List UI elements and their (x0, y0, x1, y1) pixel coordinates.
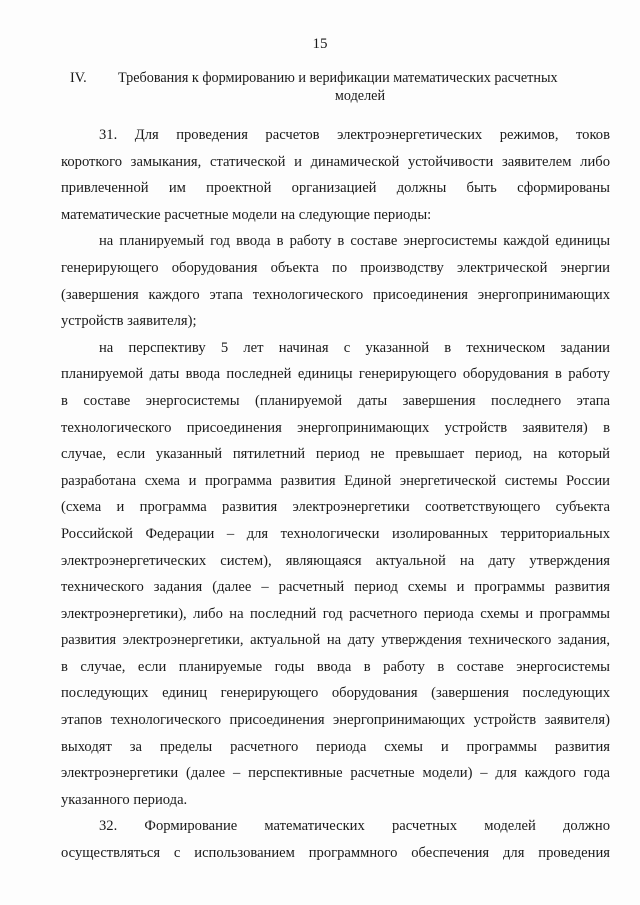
text-line: устройств заявителя); (61, 313, 197, 330)
page-number: 15 (312, 36, 328, 52)
text-line: на перспективу 5 лет начиная с указанной в техническом задании (99, 339, 610, 356)
section-title-text: Требования к формированию и верификации математических расчетных (118, 70, 558, 86)
text-line: в случае, если планируемые годы ввода в работу в составе энергосистемы (61, 658, 610, 675)
section-heading-line (70, 69, 610, 87)
text-line: математические расчетные модели на следующие периоды: (61, 206, 432, 223)
body-text (61, 122, 610, 867)
text-line: электроэнергетики), либо на последний год расчетного периода схемы и программы (61, 605, 610, 622)
text-line: Российской Федерации – для технологически изолированных территориальных (61, 525, 610, 542)
text-line: выходят за пределы расчетного периода схемы и программы развития (61, 738, 610, 755)
text-line: электроэнергетических систем), являющаяся актуальной на дату утверждения (61, 552, 610, 569)
section-heading (70, 69, 610, 105)
text-line: короткого замыкания, статической и динамической устойчивости заявителем либо (61, 153, 610, 170)
text-line: технического задания (далее – расчетный период схемы и программы развития (61, 579, 610, 596)
text-line: (завершения каждого этапа технологического присоединения энергопринимающих (61, 286, 610, 303)
text-line: случае, если указанный пятилетний период не превышает период, на который (61, 446, 610, 463)
text-line: последующих единиц генерирующего оборудования (завершения последующих (61, 685, 610, 702)
text-line: (схема и программа развития электроэнергетики соответствующего субъекта (61, 499, 610, 516)
text-line: развития электроэнергетики, актуальной на дату утверждения технического задания, (61, 632, 610, 649)
text-line: осуществляться с использованием программного обеспечения для проведения (61, 845, 610, 862)
section-title-continuation: моделей (334, 88, 386, 104)
text-line: генерирующего оборудования объекта по производству электрической энергии (61, 259, 610, 276)
text-line: планируемой даты ввода последней единицы генерирующего оборудования в работу (61, 366, 610, 383)
text-line: в составе энергосистемы (планируемой даты завершения последнего этапа (61, 392, 610, 409)
text-line: указанного периода. (61, 791, 188, 808)
text-line: привлеченной им проектной организацией должны быть сформированы (61, 180, 610, 197)
text-line: технологического присоединения энергопринимающих устройств заявителя) в (61, 419, 610, 436)
section-number: IV. (70, 70, 87, 86)
text-line: электроэнергетики (далее – перспективные расчетные модели) – для каждого года (61, 765, 610, 782)
text-line: 31. Для проведения расчетов электроэнергетических режимов, токов (99, 127, 610, 143)
text-line: на планируемый год ввода в работу в составе энергосистемы каждой единицы (99, 233, 610, 250)
text-line: этапов технологического присоединения энергопринимающих устройств заявителя) (61, 712, 610, 729)
text-line: разработана схема и программа развития Единой энергетической системы России (61, 472, 610, 489)
text-line: 32. Формирование математических расчетных моделей должно (99, 818, 610, 835)
